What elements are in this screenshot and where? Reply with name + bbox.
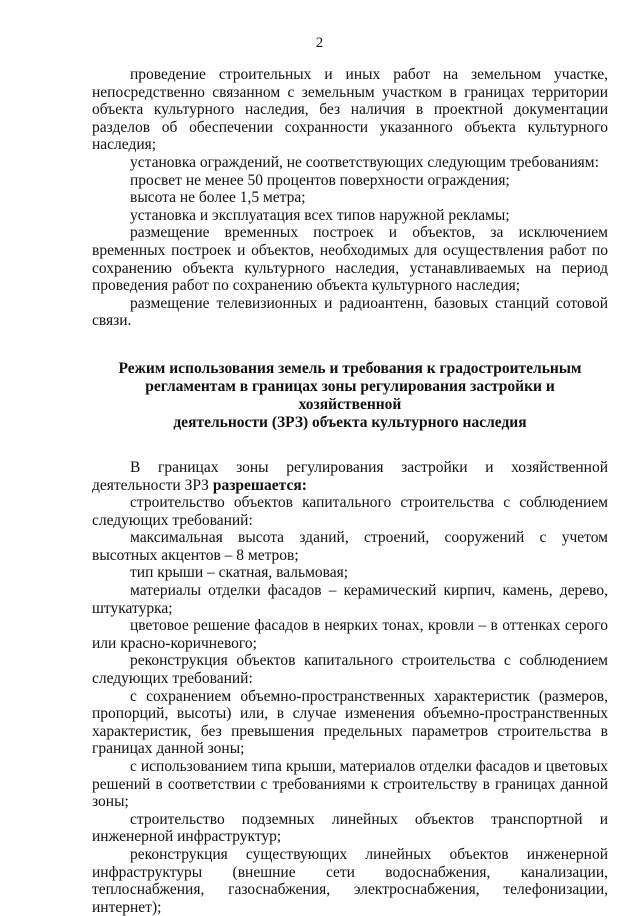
heading-line: деятельности (ЗРЗ) объекта культурного наследия	[173, 413, 527, 431]
permissions-list	[92, 459, 608, 916]
list-item: реконструкция объектов капитального строительства с соблюдением следующих требований:	[92, 652, 608, 688]
list-item: проведение строительных и иных работ на земельном участке, непосредственно связанном с земельным участком в границах территории объекта культурного наследия, без наличия в проектной документации разделов об обеспечении сохранности указанного объекта культурного наследия;	[92, 66, 608, 154]
list-item: просвет не менее 50 процентов поверхности ограждения;	[130, 171, 510, 189]
section-heading	[92, 360, 608, 432]
list-item: установка и эксплуатация всех типов наружной рекламы;	[130, 206, 510, 224]
prohibitions-list	[92, 66, 608, 330]
intro-paragraph	[92, 459, 608, 494]
list-item: материалы отделки фасадов – керамический кирпич, камень, дерево, штукатурка;	[92, 582, 608, 617]
page-number: 2	[315, 35, 324, 51]
list-item: с сохранением объемно-пространственных характеристик (размеров, пропорций, высоты) или, в случае изменения объемно-пространственных характеристик, без превышения предельных параметров строительства в границах данной зоны;	[92, 687, 608, 758]
list-item: строительство объектов капитального строительства с соблюдением следующих требований:	[92, 494, 608, 529]
heading-line: Режим использования земель и требования к градостроительным	[118, 359, 582, 377]
intro-text: В границах зоны регулирования застройки и хозяйственной деятельности ЗРЗ	[92, 458, 608, 494]
list-item: высота не более 1,5 метра;	[130, 189, 306, 207]
list-item: размещение телевизионных и радиоантенн, базовых станций сотовой связи.	[92, 294, 608, 330]
list-item: размещение временных построек и объектов, за исключением временных построек и объектов, необходимых для осуществления работ по сохранению объекта культурного наследия, устанавливаемых на период проведения работ по сохранению объекта культурного наследия;	[92, 224, 608, 295]
list-item: установка ограждений, не соответствующих следующим требованиям:	[130, 153, 599, 171]
list-item: реконструкция существующих линейных объектов инженерной инфраструктуры (внешние сети водоснабжения, канализации, теплоснабжения, газоснабжения, электроснабжения, телефонизации, интернет);	[92, 845, 608, 916]
list-item: тип крыши – скатная, вальмовая;	[130, 564, 349, 582]
list-item: цветовое решение фасадов в неярких тонах, кровли – в оттенках серого или красно-коричневого;	[92, 617, 608, 652]
heading-line: регламентам в границах зоны регулирования застройки и хозяйственной	[145, 377, 555, 413]
intro-bold-text: разрешается:	[212, 476, 307, 494]
list-item: с использованием типа крыши, материалов отделки фасадов и цветовых решений в соответствии с требованиями к строительству в границах данной зоны;	[92, 758, 608, 811]
list-item: максимальная высота зданий, строений, сооружений с учетом высотных акцентов – 8 метров;	[92, 529, 608, 564]
document-body	[92, 66, 608, 916]
list-item: строительство подземных линейных объектов транспортной и инженерной инфраструктур;	[92, 810, 608, 846]
